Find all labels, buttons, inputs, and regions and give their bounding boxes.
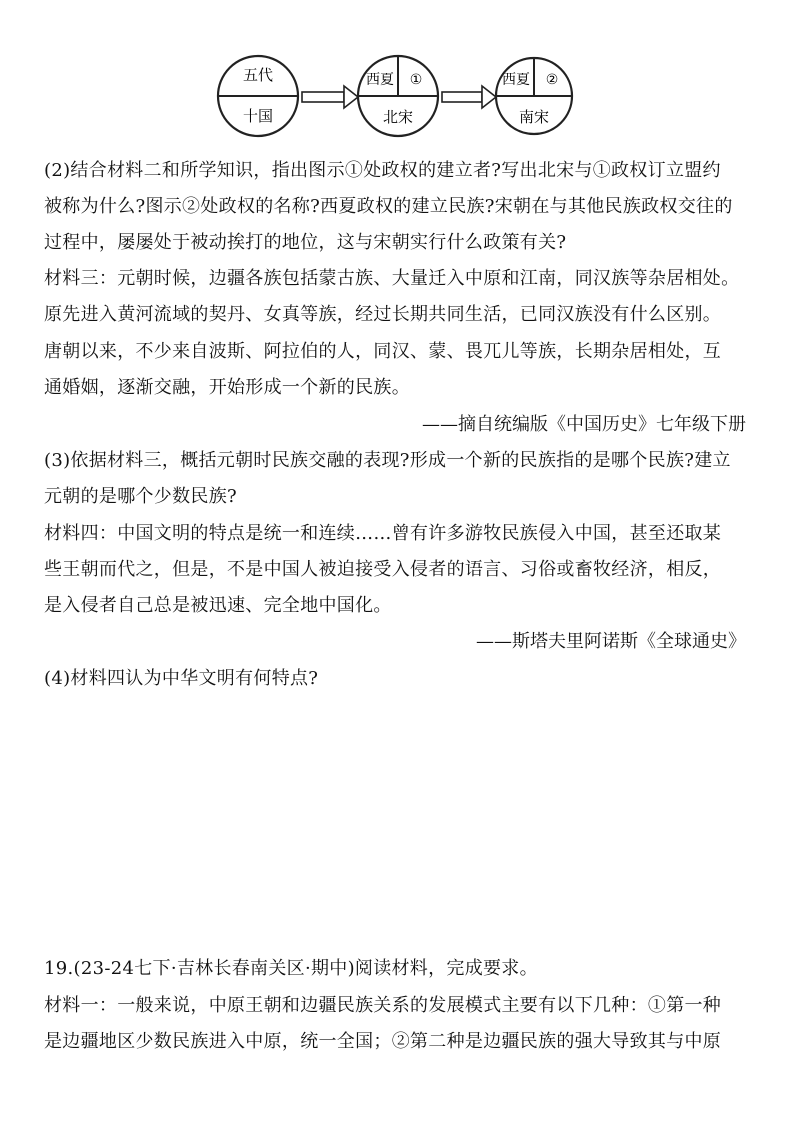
question-19-header: 19.(23-24七下·吉林长春南关区·期中)阅读材料，完成要求。 [44,958,538,979]
label-xixia-2: 西夏 [502,72,530,88]
q19-material-1-line-1: 材料一：一般来说，中原王朝和边疆民族关系的发展模式主要有以下几种：①第一种 [44,995,722,1016]
material-3-line-4: 通婚姻，逐渐交融，开始形成一个新的民族。 [44,377,410,398]
arrow-right-icon [442,86,496,108]
label-circled-1: ① [409,72,423,88]
label-beisong: 北宋 [382,108,414,126]
label-wudai: 五代 [242,66,274,84]
material-3-line-2: 原先进入黄河流域的契丹、女真等族，经过长期共同生活，已同汉族没有什么区别。 [44,304,722,325]
circle-northern-song [358,56,438,136]
material-4-line-1: 材料四：中国文明的特点是统一和连续……曾有许多游牧民族侵入中国，甚至还取某 [44,523,722,544]
label-circled-2: ② [545,72,559,88]
label-nansong: 南宋 [518,108,550,126]
question-2-line-2: 被称为什么?图示②处政权的名称?西夏政权的建立民族?宋朝在与其他民族政权交往的 [44,196,733,217]
material-3-line-1: 材料三：元朝时候，边疆各族包括蒙古族、大量迁入中原和江南，同汉族等杂居相处。 [44,268,740,289]
question-3-line-2: 元朝的是哪个少数民族? [44,486,237,507]
question-4: (4)材料四认为中华文明有何特点? [44,668,319,689]
question-3-line-1: (3)依据材料三，概括元朝时民族交融的表现?形成一个新的民族指的是哪个民族?建立 [44,450,731,471]
material-3-line-3: 唐朝以来，不少来自波斯、阿拉伯的人，同汉、蒙、畏兀儿等族，长期杂居相处，互 [44,341,722,362]
material-4-source: ——斯塔夫里阿诺斯《全球通史》 [476,631,746,652]
circle-southern-song [496,58,572,134]
q19-material-1-line-2: 是边疆地区少数民族进入中原，统一全国；②第二种是边疆民族的强大导致其与中原 [44,1031,722,1052]
material-3-source: ——摘自统编版《中国历史》七年级下册 [422,414,746,435]
label-shiguo: 十国 [242,107,274,125]
material-4-line-2: 些王朝而代之，但是，不是中国人被迫接受入侵者的语言、习俗或畜牧经济，相反， [44,559,722,580]
label-xixia-1: 西夏 [366,72,394,88]
question-2-line-3: 过程中，屡屡处于被动挨打的地位，这与宋朝实行什么政策有关? [44,232,567,253]
arrow-right-icon [302,86,358,108]
regime-transition-diagram [200,42,590,150]
circle-five-dynasties [218,56,298,136]
question-2-line-1: (2)结合材料二和所学知识，指出图示①处政权的建立者?写出北宋与①政权订立盟约 [44,160,721,181]
material-4-line-3: 是入侵者自己总是被迅速、完全地中国化。 [44,595,392,616]
